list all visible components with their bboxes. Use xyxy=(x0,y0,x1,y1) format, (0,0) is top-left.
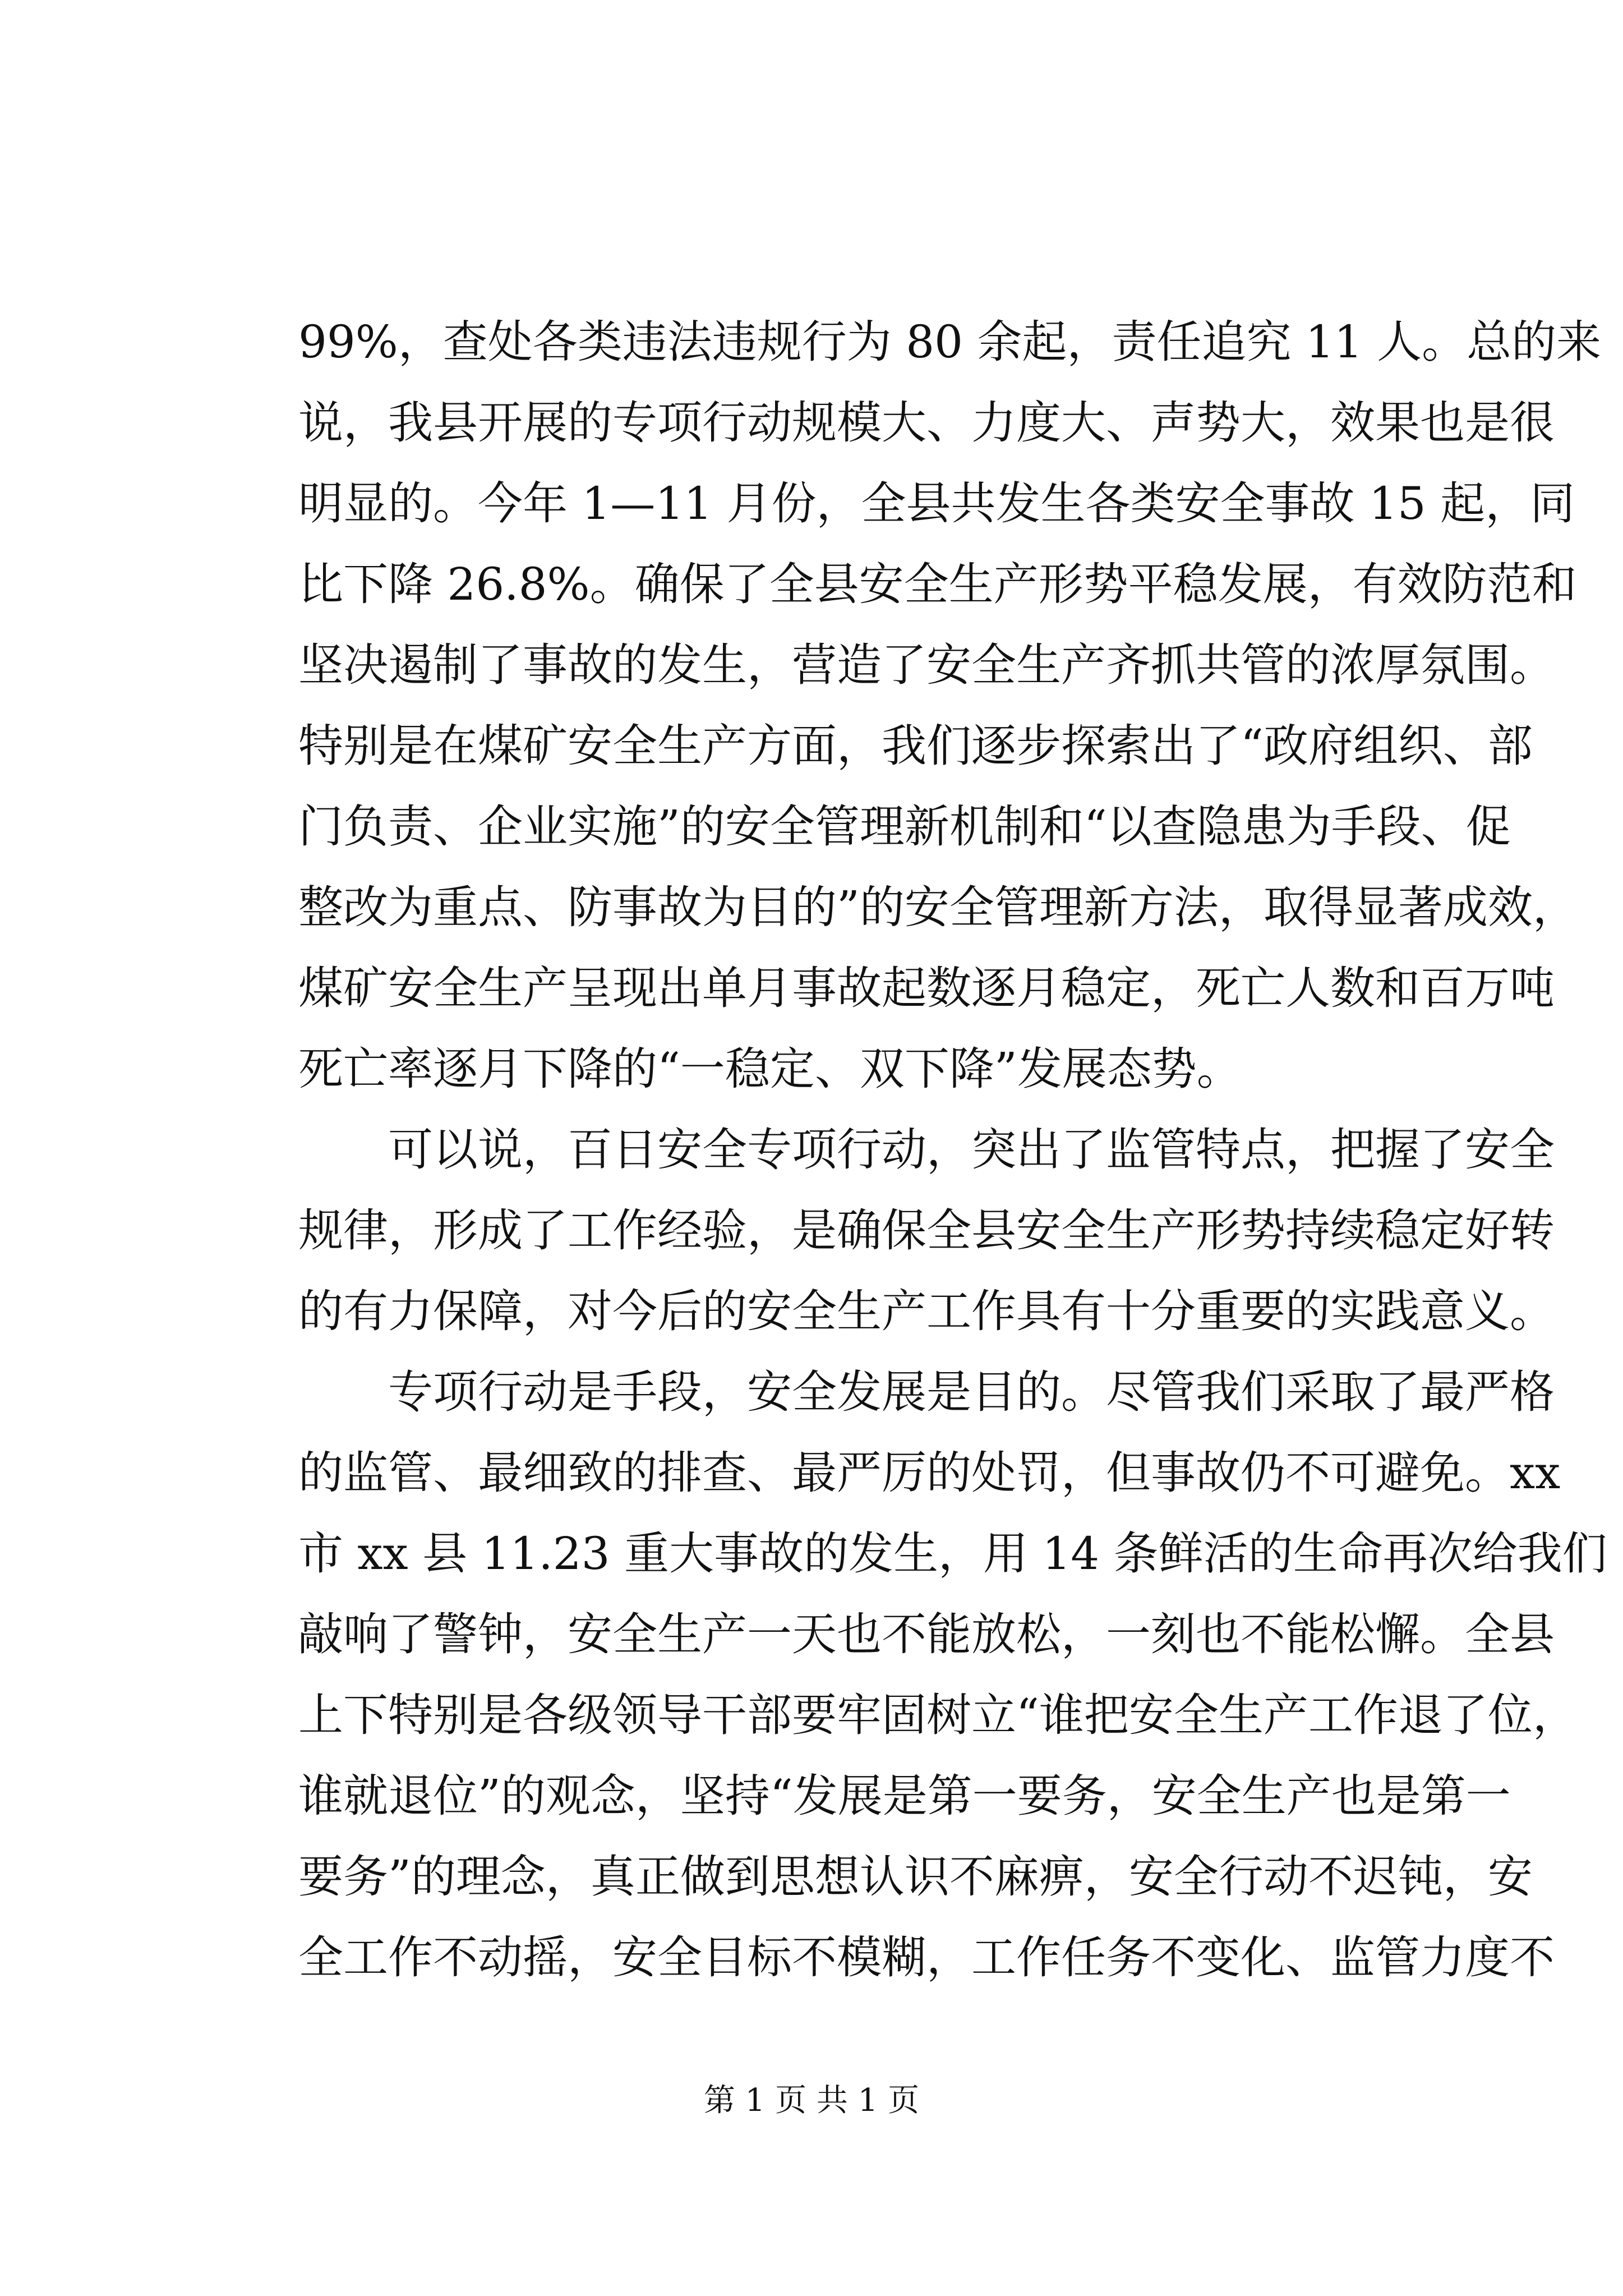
text-line-10: 死亡率逐月下降的“一稳定、双下降”发展态势。 xyxy=(298,1043,1242,1095)
text-line-4: 比下降 26.8%。确保了全县安全生产形势平稳发展，有效防范和 xyxy=(298,558,1577,610)
text-line-18: 上下特别是各级领导干部要牢固树立“谁把安全生产工作退了位， xyxy=(298,1689,1578,1741)
text-line-5: 坚决遏制了事故的发生，营造了安全生产齐抓共管的浓厚氛围。 xyxy=(298,639,1555,691)
text-line-6: 特别是在煤矿安全生产方面，我们逐步探索出了“政府组织、部 xyxy=(298,720,1533,772)
text-line-11: 可以说，百日安全专项行动，突出了监管特点，把握了安全 xyxy=(298,1124,1555,1176)
text-line-15: 的监管、最细致的排查、最严厉的处罚，但事故仍不可避免。xx xyxy=(298,1447,1561,1499)
text-line-2: 说，我县开展的专项行动规模大、力度大、声势大，效果也是很 xyxy=(298,397,1555,449)
text-line-8: 整改为重点、防事故为目的”的安全管理新方法，取得显著成效， xyxy=(298,881,1578,933)
text-line-21: 全工作不动摇，安全目标不模糊，工作任务不变化、监管力度不 xyxy=(298,1931,1555,1984)
text-line-13: 的有力保障，对今后的安全生产工作具有十分重要的实践意义。 xyxy=(298,1285,1555,1337)
text-line-7: 门负责、企业实施”的安全管理新机制和“以查隐患为手段、促 xyxy=(298,800,1511,853)
text-line-12: 规律，形成了工作经验，是确保全县安全生产形势持续稳定好转 xyxy=(298,1204,1555,1257)
text-line-20: 要务”的理念，真正做到思想认识不麻痹，安全行动不迟钝，安 xyxy=(298,1851,1533,1903)
text-line-9: 煤矿安全生产呈现出单月事故起数逐月稳定，死亡人数和百万吨 xyxy=(298,962,1555,1014)
text-line-14: 专项行动是手段，安全发展是目的。尽管我们采取了最严格 xyxy=(298,1366,1555,1418)
text-line-17: 敲响了警钟，安全生产一天也不能放松，一刻也不能松懈。全县 xyxy=(298,1608,1555,1660)
page-footer: 第 1 页 共 1 页 xyxy=(703,2082,920,2119)
text-line-3: 明显的。今年 1—11 月份，全县共发生各类安全事故 15 起，同 xyxy=(298,477,1575,530)
text-line-16: 市 xx 县 11.23 重大事故的发生，用 14 条鲜活的生命再次给我们 xyxy=(298,1527,1607,1580)
text-line-19: 谁就退位”的观念，坚持“发展是第一要务，安全生产也是第一 xyxy=(298,1770,1511,1822)
text-line-1: 99%，查处各类违法违规行为 80 余起，责任追究 11 人。总的来 xyxy=(298,316,1602,368)
